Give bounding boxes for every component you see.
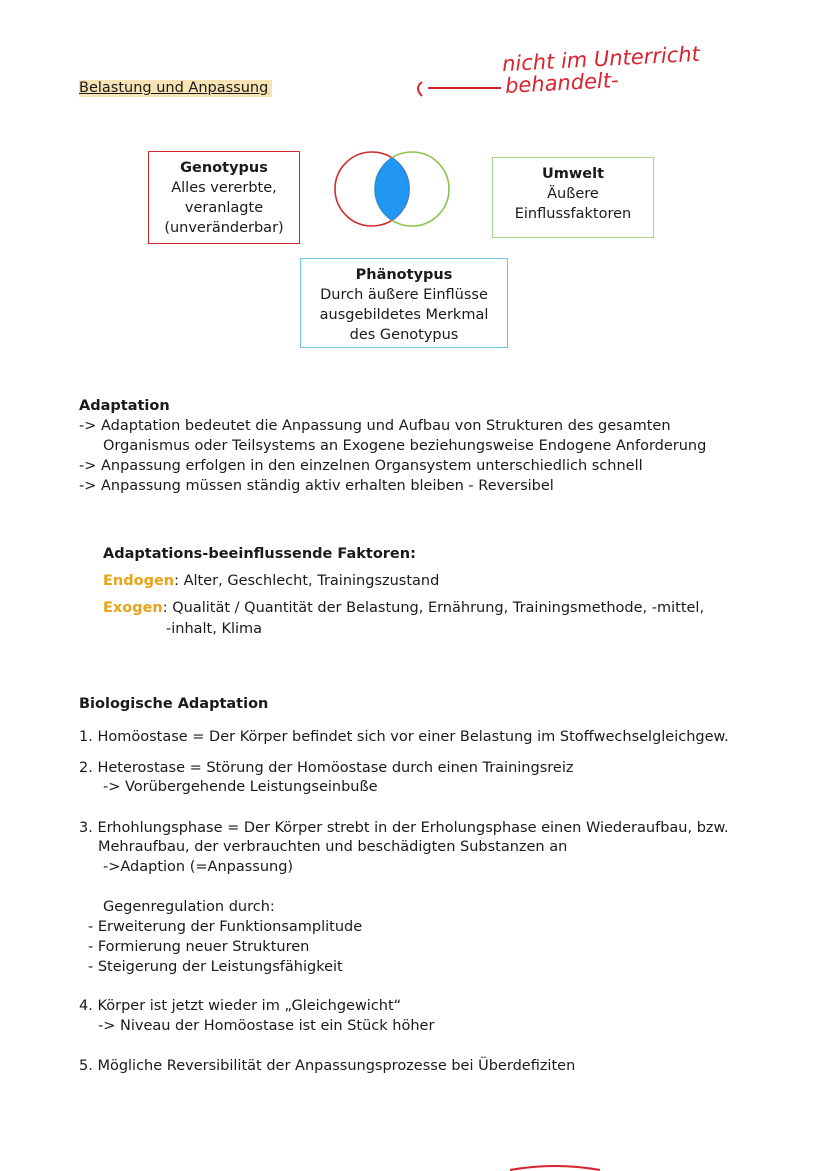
genotypus-line: Alles vererbte,: [171, 180, 277, 196]
exogen-label: Exogen: [103, 600, 163, 616]
bio-item-3-line2: Mehraufbau, der verbrauchten und beschädigten Substanzen an: [98, 839, 568, 855]
adaptation-line: Organismus oder Teilsystems an Exogene beziehungsweise Endogene Anforderung: [103, 438, 707, 454]
exogen-text-continued: -inhalt, Klima: [166, 621, 263, 637]
bio-item-3-line3: ->Adaption (=Anpassung): [103, 859, 294, 875]
endogen-label: Endogen: [103, 573, 175, 589]
genotypus-line: (unveränderbar): [164, 220, 284, 236]
handwritten-note-line1: nicht im Unterricht: [501, 41, 701, 77]
adaptation-line: -> Anpassung müssen ständig aktiv erhalten bleiben - Reversibel: [79, 478, 554, 494]
exogen-line: [103, 598, 704, 618]
adaptation-line: -> Adaptation bedeutet die Anpassung und Aufbau von Strukturen des gesamten: [79, 418, 671, 434]
gegenregulation-heading: Gegenregulation durch:: [103, 899, 275, 915]
gegenregulation-item: - Erweiterung der Funktionsamplitude: [88, 919, 363, 935]
umwelt-line: Einflussfaktoren: [514, 206, 632, 222]
page-title: Belastung und Anpassung: [79, 80, 272, 97]
adaptation-heading: Adaptation: [79, 398, 170, 414]
phaenotypus-heading: Phänotypus: [355, 267, 453, 283]
endogen-text: : Alter, Geschlecht, Trainingszustand: [174, 573, 440, 589]
bio-item-2-sub: -> Vorübergehende Leistungseinbuße: [103, 779, 378, 795]
gegenregulation-item: - Steigerung der Leistungsfähigkeit: [88, 959, 343, 975]
bio-item-3: 3. Erhohlungsphase = Der Körper strebt in der Erholungsphase einen Wiederaufbau, bzw.: [79, 820, 729, 836]
bio-item-2: 2. Heterostase = Störung der Homöostase durch einen Trainingsreiz: [79, 760, 574, 776]
phaenotypus-box: [300, 258, 508, 348]
umwelt-line: Äußere: [547, 186, 599, 202]
venn-diagram: [330, 146, 460, 236]
bio-item-1: 1. Homöostase = Der Körper befindet sich vor einer Belastung im Stoffwechselgleichgew.: [79, 729, 729, 745]
bio-item-4: 4. Körper ist jetzt wieder im „Gleichgewicht“: [79, 998, 402, 1014]
gegenregulation-item: - Formierung neuer Strukturen: [88, 939, 310, 955]
genotypus-heading: Genotypus: [180, 160, 268, 176]
bio-item-5: 5. Mögliche Reversibilität der Anpassungsprozesse bei Überdefiziten: [79, 1058, 576, 1074]
factors-heading: Adaptations-beeinflussende Faktoren:: [103, 546, 416, 562]
handwritten-note-line2: behandelt-: [504, 68, 620, 98]
venn-intersection: [375, 158, 409, 220]
handwritten-stroke: [505, 1160, 605, 1171]
genotypus-box: [148, 151, 300, 244]
endogen-line: [103, 571, 439, 591]
exogen-text: : Qualität / Quantität der Belastung, Ernährung, Trainingsmethode, -mittel,: [162, 600, 705, 616]
umwelt-heading: Umwelt: [541, 166, 604, 182]
phaenotypus-line: ausgebildetes Merkmal: [319, 307, 489, 323]
arrow-left-icon: [406, 78, 506, 102]
bio-item-4-sub: -> Niveau der Homöostase ist ein Stück höher: [98, 1018, 435, 1034]
bio-heading: Biologische Adaptation: [79, 696, 269, 712]
umwelt-box: [492, 157, 654, 238]
phaenotypus-line: des Genotypus: [349, 327, 459, 343]
phaenotypus-line: Durch äußere Einflüsse: [320, 287, 488, 303]
adaptation-line: -> Anpassung erfolgen in den einzelnen Organsystem unterschiedlich schnell: [79, 458, 643, 474]
genotypus-line: veranlagte: [184, 200, 264, 216]
